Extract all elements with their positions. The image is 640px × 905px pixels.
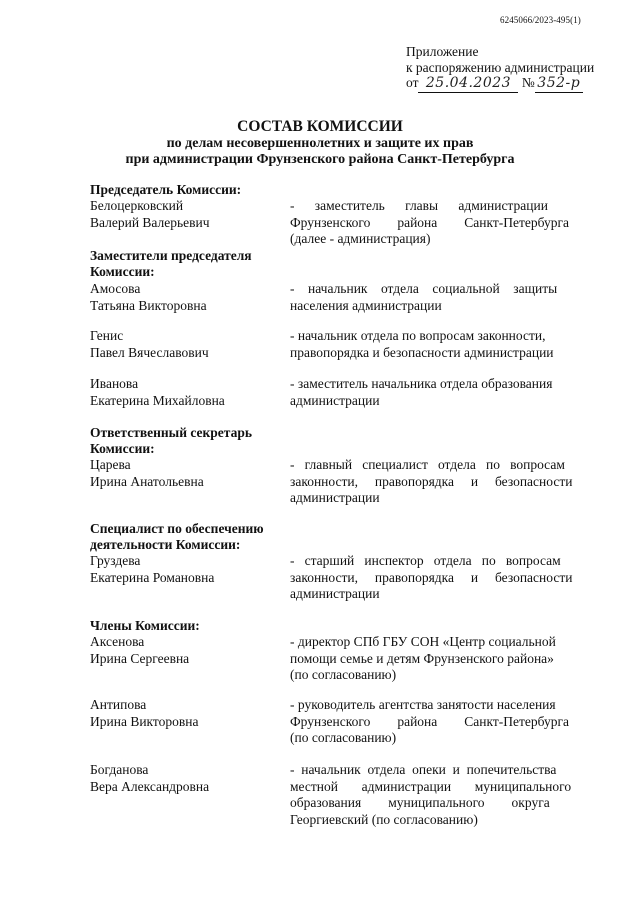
member-name [90, 328, 280, 361]
member-given-names: Ирина Викторовна [90, 713, 199, 729]
member-role [290, 376, 587, 409]
member-role [290, 328, 587, 361]
section-heading-deputies [90, 248, 252, 280]
member-surname: Белоцерковский [90, 198, 184, 213]
member-name [90, 376, 280, 409]
member-surname: Царева [90, 457, 131, 472]
appendix-block [406, 44, 594, 93]
role-line: - главный специалист отдела по вопросам [290, 457, 565, 472]
role-line: правопорядка и безопасности администрации [290, 344, 554, 360]
role-line: - начальник отдела социальной защиты [290, 281, 558, 296]
section-heading-chair: Председатель Комиссии: [90, 182, 242, 197]
member-name [90, 553, 280, 586]
role-line: помощи семье и детям Фрунзенского района» [290, 650, 554, 666]
member-given-names: Вера Александровна [90, 778, 210, 794]
role-line: Фрунзенского района Санкт-Петербурга [290, 713, 570, 729]
member-name [90, 198, 280, 231]
role-line: законности, правопорядка и безопасности [290, 569, 573, 585]
heading-line: Заместители председателя [90, 248, 252, 263]
role-line: - директор СПб ГБУ СОН «Центр социальной [290, 634, 556, 649]
date-prefix: от [406, 75, 419, 90]
member-surname: Генис [90, 328, 124, 343]
member-given-names: Татьяна Викторовна [90, 297, 207, 313]
member-surname: Иванова [90, 376, 139, 391]
role-line: местной администрации муниципального [290, 778, 572, 794]
appendix-date-line [406, 75, 594, 93]
appendix-subtitle: к распоряжению администрации [406, 59, 595, 75]
heading-line: Специалист по обеспечению [90, 521, 264, 536]
member-name [90, 634, 280, 667]
member-surname: Антипова [90, 697, 147, 712]
role-line: Георгиевский (по согласованию) [290, 811, 478, 827]
handwritten-number: 352-р [537, 75, 581, 91]
role-line: - заместитель главы администрации [290, 198, 548, 213]
heading-line: Комиссии: [90, 441, 155, 456]
section-heading-secretary [90, 425, 252, 457]
date-field [418, 75, 518, 93]
document-id: 6245066/2023-495(1) [500, 15, 581, 25]
role-line: администрации [290, 490, 380, 505]
member-role [290, 281, 587, 314]
role-line: (по согласованию) [290, 730, 397, 745]
member-name [90, 762, 280, 795]
role-line: образования муниципального округа [290, 795, 550, 810]
heading-line: Комиссии: [90, 264, 155, 279]
member-name [90, 281, 280, 314]
member-given-names: Валерий Валерьевич [90, 214, 210, 230]
member-role [290, 634, 587, 684]
section-heading-specialist [90, 521, 264, 553]
role-line: администрации [290, 586, 380, 601]
member-surname: Аксенова [90, 634, 145, 649]
role-line: - заместитель начальника отдела образования [290, 376, 553, 391]
member-surname: Амосова [90, 281, 141, 296]
member-surname: Богданова [90, 762, 149, 777]
member-surname: Груздева [90, 553, 141, 568]
role-line: администрации [290, 392, 380, 408]
role-line: (далее - администрация) [290, 231, 431, 246]
handwritten-date: 25.04.2023 [425, 75, 512, 91]
document-title [0, 117, 640, 168]
member-name [90, 697, 280, 730]
member-given-names: Ирина Сергеевна [90, 650, 190, 666]
member-role [290, 457, 587, 507]
role-line: Фрунзенского района Санкт-Петербурга [290, 214, 570, 230]
title-line-2: по делам несовершеннолетних и защите их прав [166, 136, 474, 151]
role-line: (по согласованию) [290, 667, 397, 682]
member-role [290, 762, 587, 828]
member-role [290, 553, 587, 603]
member-given-names: Ирина Анатольевна [90, 473, 204, 489]
role-line: - старший инспектор отдела по вопросам [290, 553, 561, 568]
heading-line: Ответственный секретарь [90, 425, 252, 440]
member-role [290, 697, 587, 747]
member-given-names: Екатерина Романовна [90, 569, 215, 585]
role-line: законности, правопорядка и безопасности [290, 473, 573, 489]
role-line: - начальник отдела опеки и попечительства [290, 762, 557, 777]
title-line-3: при администрации Фрунзенского района Санкт-Петербурга [125, 152, 515, 167]
role-line: населения администрации [290, 297, 442, 313]
role-line: - начальник отдела по вопросам законности, [290, 328, 546, 343]
title-line-1: СОСТАВ КОМИССИИ [237, 118, 403, 135]
member-name [90, 457, 280, 490]
member-given-names: Павел Вячеславович [90, 344, 209, 360]
member-given-names: Екатерина Михайловна [90, 392, 225, 408]
member-role [290, 198, 587, 248]
number-prefix: № [521, 75, 535, 90]
heading-line: деятельности Комиссии: [90, 537, 241, 552]
section-heading-members: Члены Комиссии: [90, 618, 200, 633]
appendix-title: Приложение [406, 44, 479, 59]
role-line: - руководитель агентства занятости населения [290, 697, 556, 712]
number-field [535, 75, 583, 93]
